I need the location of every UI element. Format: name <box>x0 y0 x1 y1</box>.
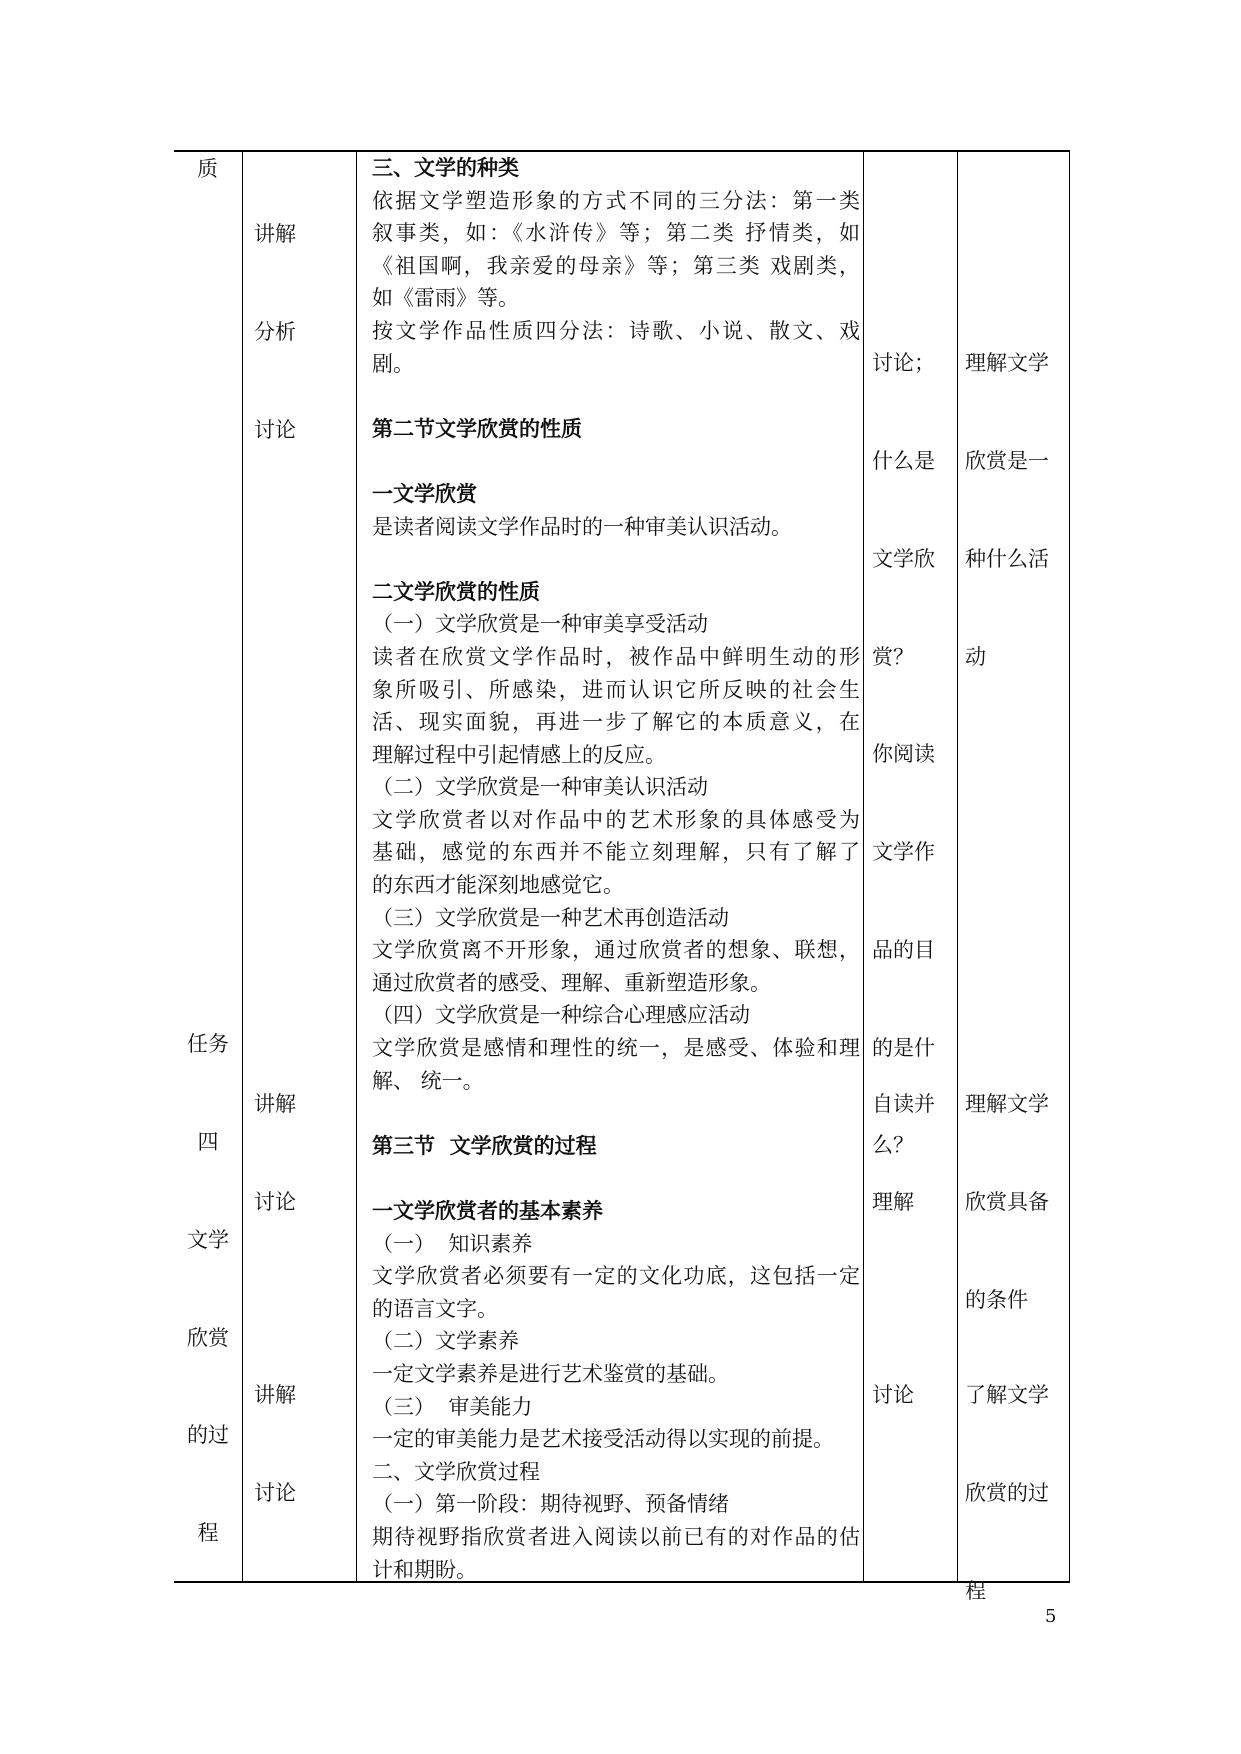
line-text: 活、现实面貌，再进一步了解它的本质意义，在 <box>372 710 860 735</box>
stage-task-label <box>185 963 231 1615</box>
method-cell-1 <box>254 153 296 512</box>
content-line <box>372 1423 860 1456</box>
line-text: （三） 审美能力 <box>372 1394 533 1419</box>
content-line <box>372 739 860 772</box>
line-text: 三、文学的种类 <box>372 155 519 180</box>
task-line: 四 <box>197 1129 219 1154</box>
content-line <box>372 967 860 1000</box>
section-heading <box>372 478 860 511</box>
column-divider-4 <box>957 150 958 1583</box>
line-text: 一定文学素养是进行艺术鉴赏的基础。 <box>372 1361 729 1386</box>
line-text: 叙事类，如：《水浒传》等；第二类 抒情类，如 <box>372 221 860 246</box>
line-text: 一文学欣赏者的基本素养 <box>372 1198 603 1223</box>
section-heading <box>372 1195 860 1228</box>
content-line <box>372 869 860 902</box>
method-line: 讲解 <box>254 1092 296 1117</box>
line-text: 读者在欣赏文学作品时，被作品中鲜明生动的形 <box>372 644 860 669</box>
task-line: 文学 <box>187 1227 229 1252</box>
content-line <box>372 1032 860 1065</box>
goal-line: 欣赏是一 <box>965 448 1049 473</box>
line-text: 是读者阅读文学作品时的一种审美认识活动。 <box>372 514 792 539</box>
method-cell-2 <box>254 1023 296 1284</box>
goal-cell-1 <box>965 282 1049 738</box>
line-text: （二）文学欣赏是一种审美认识活动 <box>372 775 708 800</box>
content-line <box>372 608 860 641</box>
content-line <box>372 641 860 674</box>
content-line <box>372 934 860 967</box>
method-line: 讲解 <box>254 1383 296 1408</box>
line-text: 的语言文字。 <box>372 1296 498 1321</box>
blank-line <box>372 543 860 576</box>
line-text: （一）第一阶段：期待视野、预备情绪 <box>372 1492 729 1517</box>
blank-line <box>372 1097 860 1130</box>
goal-line: 种什么活 <box>965 546 1049 571</box>
line-text: （二）文学素养 <box>372 1329 519 1354</box>
goal-line: 理解文学 <box>965 351 1049 376</box>
content-line <box>372 315 860 348</box>
line-text: 理解过程中引起情感上的反应。 <box>372 742 666 767</box>
content-line <box>372 999 860 1032</box>
line-text: 象所吸引、所感染，进而认识它所反映的社会生 <box>372 677 860 702</box>
line-text: 文学欣赏是感情和理性的统一，是感受、体验和理 <box>372 1036 860 1061</box>
method-line: 分析 <box>254 319 296 344</box>
blank-line <box>372 380 860 413</box>
line-text: 依据文学塑造形象的方式不同的三分法：第一类 <box>372 188 860 213</box>
line-text: 一文学欣赏 <box>372 480 477 506</box>
section-heading <box>372 413 860 446</box>
line-text: 一定的审美能力是艺术接受活动得以实现的前提。 <box>372 1427 834 1452</box>
section-heading <box>372 1130 860 1163</box>
content-line <box>372 250 860 283</box>
column-divider-1 <box>242 150 243 1583</box>
goal-cell-3 <box>965 1314 1049 1673</box>
activity-cell-3 <box>872 1314 914 1477</box>
page-number: 5 <box>1045 1606 1057 1627</box>
method-line: 讨论 <box>254 1189 296 1214</box>
line-text: 二、文学欣赏过程 <box>372 1459 540 1484</box>
column-divider-5 <box>1069 150 1070 1583</box>
content-line <box>372 771 860 804</box>
goal-line: 动 <box>965 644 986 669</box>
content-line <box>372 185 860 218</box>
task-line: 程 <box>197 1521 219 1546</box>
line-text: 如《雷雨》等。 <box>372 286 519 311</box>
content-line <box>372 1554 860 1587</box>
column-divider-3 <box>863 150 864 1583</box>
line-text: 的东西才能深刻地感觉它。 <box>372 873 624 898</box>
activity-line: 文学欣 <box>872 546 935 571</box>
stage-top-text: 质 <box>197 157 218 181</box>
method-line: 讨论 <box>254 417 296 442</box>
line-text: （四）文学欣赏是一种综合心理感应活动 <box>372 1003 750 1028</box>
content-line <box>372 1260 860 1293</box>
activity-line: 文学作 <box>872 840 935 865</box>
content-line <box>372 674 860 707</box>
goal-line: 程 <box>965 1578 986 1603</box>
activity-line: 你阅读 <box>872 742 935 767</box>
activity-cell-2 <box>872 1023 935 1284</box>
activity-line: 的是什 <box>872 1035 935 1060</box>
line-text: 计和期盼。 <box>372 1557 477 1582</box>
line-text: 解、 统一。 <box>372 1068 484 1093</box>
method-cell-3 <box>254 1314 296 1575</box>
blank-line <box>372 445 860 478</box>
task-line: 的过 <box>187 1423 229 1448</box>
line-text: 《祖国啊，我亲爱的母亲》等；第三类 戏剧类， <box>372 253 860 278</box>
goal-line: 欣赏具备 <box>965 1189 1049 1214</box>
activity-line: 自读并 <box>872 1092 935 1117</box>
content-line <box>372 804 860 837</box>
activity-line: 什么是 <box>872 448 935 473</box>
content-line <box>372 1325 860 1358</box>
content-line <box>372 511 860 544</box>
content-line <box>372 1228 860 1261</box>
method-line: 讨论 <box>254 1480 296 1505</box>
line-text: 期待视野指欣赏者进入阅读以前已有的对作品的估 <box>372 1524 860 1549</box>
activity-line: 么？ <box>872 1133 914 1158</box>
content-line <box>372 1358 860 1391</box>
content-line <box>372 1293 860 1326</box>
task-line: 任务 <box>187 1032 229 1057</box>
goal-line: 的条件 <box>965 1287 1028 1312</box>
content-line <box>372 1391 860 1424</box>
line-text: 基础，感觉的东西并不能立刻理解，只有了解了 <box>372 840 860 865</box>
content-line <box>372 1521 860 1554</box>
content-line <box>372 348 860 381</box>
line-text: 文学欣赏者必须要有一定的文化功底，这包括一定 <box>372 1264 860 1289</box>
goal-line: 了解文学 <box>965 1383 1049 1408</box>
line-text: 第三节 文学欣赏的过程 <box>372 1132 597 1158</box>
column-divider-2 <box>356 150 357 1583</box>
section-heading <box>372 152 860 185</box>
content-line <box>372 1065 860 1098</box>
activity-line: 理解 <box>872 1189 914 1214</box>
content-line <box>372 1456 860 1489</box>
content-line <box>372 836 860 869</box>
line-text: （一）文学欣赏是一种审美享受活动 <box>372 612 708 637</box>
activity-line: 讨论 <box>872 1383 914 1408</box>
content-line <box>372 282 860 315</box>
content-line <box>372 706 860 739</box>
content-column <box>372 152 860 1586</box>
activity-line: 讨论； <box>872 351 935 376</box>
line-text: （三）文学欣赏是一种艺术再创造活动 <box>372 905 729 930</box>
line-text: 通过欣赏者的感受、理解、重新塑造形象。 <box>372 970 771 995</box>
line-text: 二文学欣赏的性质 <box>372 578 540 604</box>
line-text: 第二节文学欣赏的性质 <box>372 415 582 441</box>
task-line: 欣赏 <box>187 1325 229 1350</box>
goal-line: 理解文学 <box>965 1092 1049 1117</box>
activity-line: 品的目 <box>872 937 935 962</box>
line-text: 文学欣赏者以对作品中的艺术形象的具体感受为 <box>372 807 860 832</box>
blank-line <box>372 1162 860 1195</box>
line-text: （一） 知识素养 <box>372 1231 533 1256</box>
line-text: 按文学作品性质四分法：诗歌、小说、散文、戏 <box>372 318 860 343</box>
goal-line: 欣赏的过 <box>965 1480 1049 1505</box>
line-text: 剧。 <box>372 351 414 376</box>
content-line <box>372 217 860 250</box>
method-line: 讲解 <box>254 222 296 247</box>
line-text: 文学欣赏离不开形象，通过欣赏者的想象、联想， <box>372 938 860 963</box>
content-line <box>372 1488 860 1521</box>
activity-line: 赏？ <box>872 644 914 669</box>
content-line <box>372 902 860 935</box>
section-heading <box>372 576 860 609</box>
